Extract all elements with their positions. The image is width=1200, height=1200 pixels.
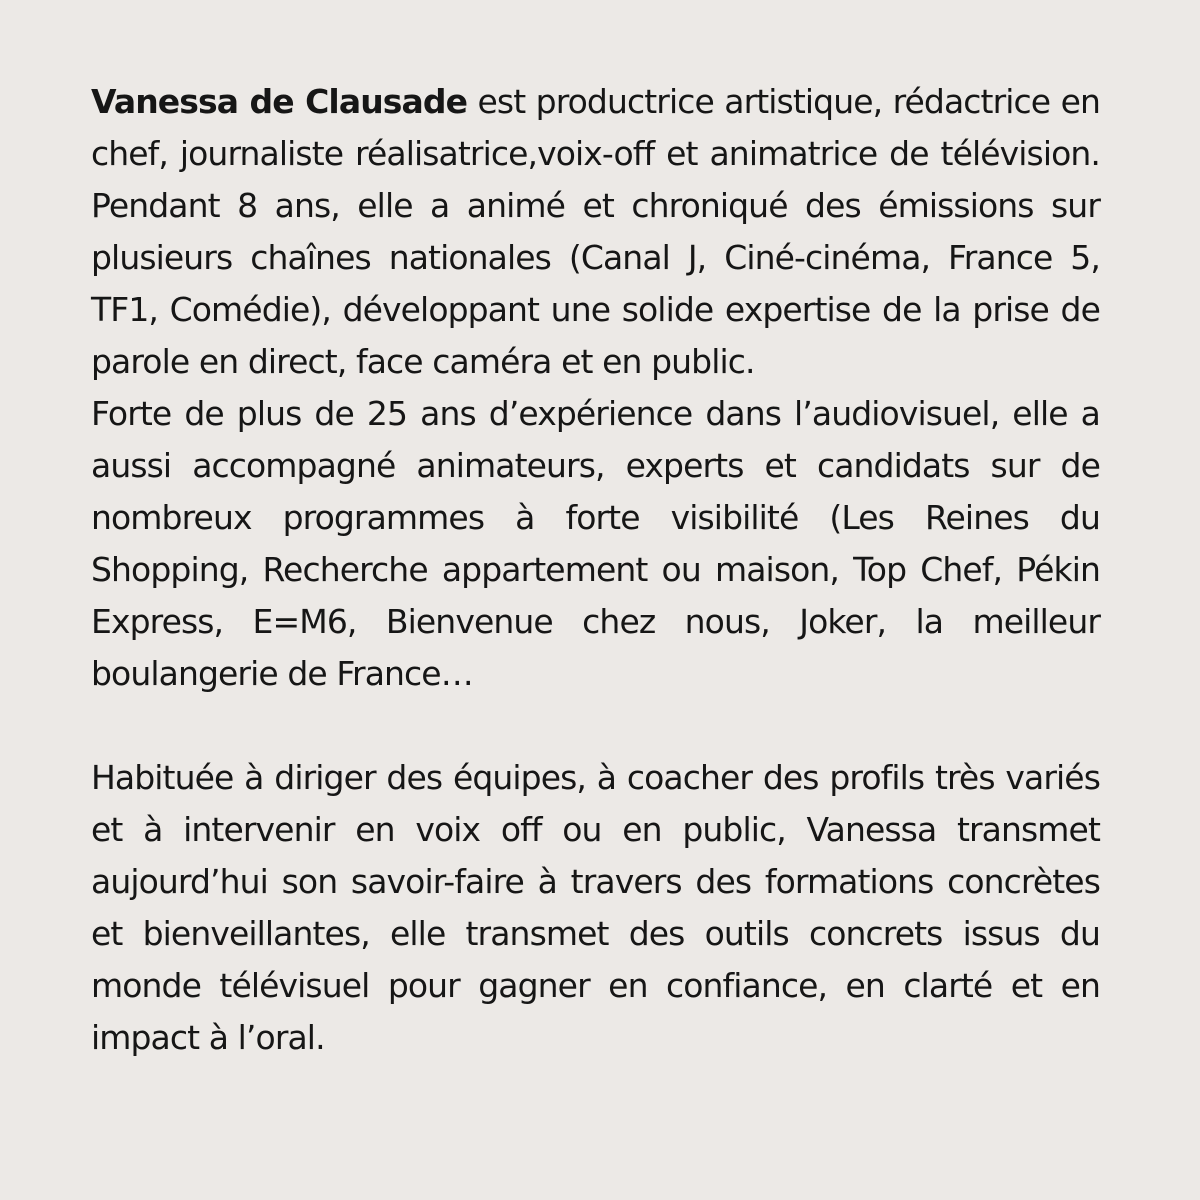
person-name: Vanessa de Clausade xyxy=(91,82,468,121)
experience-paragraph: Forte de plus de 25 ans d’expérience dans l’audiovisuel, elle a aussi accompagné animateurs, experts et candidats sur de nombreux programmes à forte visibilité (Les Reines du Shopping, Recherche appartement ou maison, Top Chef, Pékin Express, E=M6, Bienvenue chez nous, Joker, la meilleur boulangerie de France… xyxy=(91,394,1100,693)
intro-text: est productrice artistique, rédactrice en chef, journaliste réalisatrice,voix-off et animatrice de télévision. Pendant 8 ans, elle a animé et chroniqué des émissions sur plusieurs chaînes nationales (Canal J, Ciné-cinéma, France 5, TF1, Comédie), développant une solide expertise de la prise de parole en direct, face caméra et en public. xyxy=(91,82,1100,381)
intro-paragraph xyxy=(91,76,1100,388)
paragraph-spacer xyxy=(91,700,1100,752)
training-paragraph: Habituée à diriger des équipes, à coacher des profils très variés et à intervenir en voix off ou en public, Vanessa transmet aujourd’hui son savoir-faire à travers des formations concrètes et bienveillantes, elle transmet des outils concrets issus du monde télévisuel pour gagner en confiance, en clarté et en impact à l’oral. xyxy=(91,758,1100,1057)
